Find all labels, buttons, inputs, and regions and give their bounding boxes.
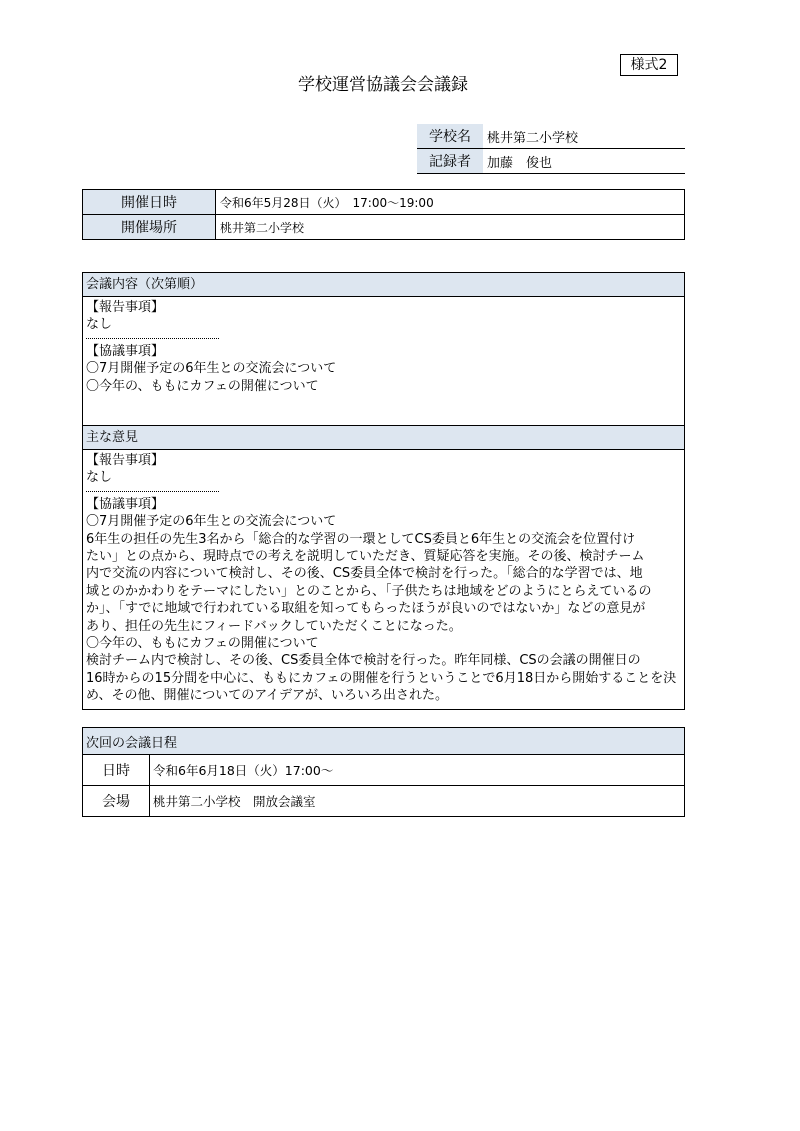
recorder-label: 記録者 xyxy=(417,149,483,174)
opinions-line: 検討チーム内で検討し、その後、CS委員全体で検討を行った。昨年同様、CSの会議の開催日の xyxy=(86,653,641,669)
opinions-header: 主な意見 xyxy=(83,426,685,450)
next-meeting-date-value: 令和6年6月18日（火）17:00～ xyxy=(150,755,685,786)
agenda-discussion-line: 〇7月開催予定の6年生との交流会について xyxy=(86,361,337,377)
school-name-value: 桃井第二小学校 xyxy=(483,124,685,149)
opinions-report-heading: 【報告事項】 xyxy=(86,453,165,468)
school-name-label: 学校名 xyxy=(417,124,483,149)
school-info-table xyxy=(417,124,685,174)
opinions-body xyxy=(83,450,685,710)
opinions-line: 域とのかかわりをテーマにしたい」とのことから、「子供たちは地域をどのようにとらえているの xyxy=(86,583,652,599)
next-meeting-place-label: 会場 xyxy=(83,786,150,817)
meeting-info-table xyxy=(82,189,685,240)
meeting-place-value: 桃井第二小学校 xyxy=(216,215,685,240)
opinions-line: 〇7月開催予定の6年生との交流会について xyxy=(86,514,337,530)
opinions-line: め、その他、開催についてのアイデアが、いろいろ出された。 xyxy=(86,688,449,704)
agenda-body xyxy=(83,297,685,426)
opinions-line: たい」との点から、現時点での考えを説明していただき、質疑応答を実施。その後、検討チーム xyxy=(86,549,645,565)
opinions-line: 16時からの15分間を中心に、ももにカフェの開催を行うということで6月18日から開始することを決 xyxy=(86,670,677,686)
opinions-line: 6年生の担任の先生3名から「総合的な学習の一環としてCS委員と6年生との交流会を位置付け xyxy=(86,531,636,547)
agenda-discussion-heading: 【協議事項】 xyxy=(86,343,165,359)
agenda-discussion-line: 〇今年の、ももにカフェの開催について xyxy=(86,378,319,394)
opinions-line: あり、担任の先生にフィードバックしていただくことになった。 xyxy=(86,618,462,634)
opinions-report-line: なし xyxy=(86,470,113,486)
opinions-discussion-heading: 【協議事項】 xyxy=(86,496,165,512)
meeting-date-label: 開催日時 xyxy=(83,190,216,215)
opinions-line: か」、「すでに地域で行われている取組を知ってもらったほうが良いのではないか」などの意見が xyxy=(86,601,646,617)
recorder-value: 加藤 俊也 xyxy=(483,149,685,174)
dotted-divider xyxy=(86,487,219,492)
opinions-line: 内で交流の内容について検討し、その後、CS委員全体で検討を行った。「総合的な学習では、地 xyxy=(86,566,643,582)
next-meeting-table xyxy=(82,727,685,817)
agenda-report-heading: 【報告事項】 xyxy=(86,300,165,315)
minutes-content-table xyxy=(82,272,685,710)
next-meeting-place-value: 桃井第二小学校 開放会議室 xyxy=(150,786,685,817)
dotted-divider xyxy=(86,334,219,339)
page-title: 学校運営協議会会議録 xyxy=(298,75,468,95)
next-meeting-header: 次回の会議日程 xyxy=(83,728,685,755)
form-number-tag: 様式2 xyxy=(620,54,678,76)
meeting-date-value: 令和6年5月28日（火） 17:00～19:00 xyxy=(216,190,685,215)
next-meeting-date-label: 日時 xyxy=(83,755,150,786)
meeting-place-label: 開催場所 xyxy=(83,215,216,240)
agenda-header: 会議内容（次第順） xyxy=(83,273,685,297)
opinions-line: 〇今年の、ももにカフェの開催について xyxy=(86,636,319,652)
agenda-report-line: なし xyxy=(86,317,113,333)
